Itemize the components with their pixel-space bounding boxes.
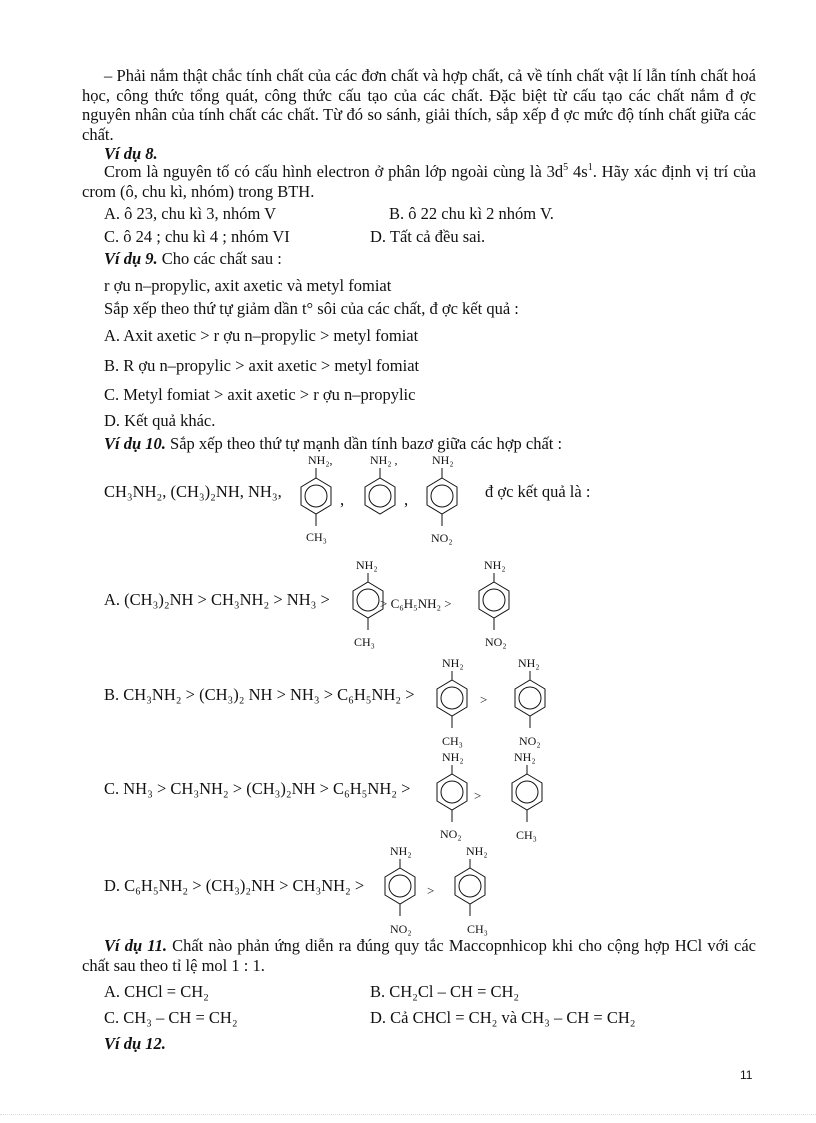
option-c-p-toluidine xyxy=(503,748,553,842)
example-9-heading: Ví dụ 9. Cho các chất sau : xyxy=(104,249,282,268)
example-9-substances: r ợu n–propylic, axit axetic và metyl fomiat xyxy=(104,276,392,295)
example-10-option-d: D. C₆H₅NH₂ > (CH₃)₂NH > CH₃NH₂ > xyxy=(104,876,365,895)
example-9-option-c: C. Metyl fomiat > axit axetic > r ợu n–propylic xyxy=(104,385,416,404)
p-nitroaniline-structure xyxy=(418,454,468,546)
option-d-p-nitroaniline xyxy=(376,842,426,936)
svg-text:NH₂: NH₂ xyxy=(466,844,488,858)
option-b-p-nitroaniline xyxy=(506,654,556,748)
option-b-p-toluidine xyxy=(428,654,478,748)
svg-text:NH₂,: NH₂, xyxy=(308,453,333,467)
example-10-compound-list: CH₃NH₂, (CH₃)₂NH, NH₃, xyxy=(104,482,282,501)
option-d-p-toluidine xyxy=(446,842,496,936)
svg-text:CH₃: CH₃ xyxy=(467,922,488,936)
page-number: 11 xyxy=(740,1068,753,1082)
svg-text:NO₂: NO₂ xyxy=(440,827,462,841)
example-11-option-b: B. CH₂Cl – CH = CH₂ xyxy=(370,982,520,1001)
example-8-question: Crom là nguyên tố có cấu hình electron ở phân lớp ngoài cùng là $3d^5$ $4s^1$. Hãy xác định vị trí của crom (ô, chu kì, nhóm) trong BTH. xyxy=(82,161,756,201)
example-9-question: Sắp xếp theo thứ tự giảm dần t° sôi của các chất, đ ợc kết quả : xyxy=(104,299,519,318)
example-10-result-text: đ ợc kết quả là : xyxy=(485,482,591,501)
svg-text:NO₂: NO₂ xyxy=(485,635,507,649)
svg-text:NO₂: NO₂ xyxy=(431,531,453,545)
svg-text:NH₂: NH₂ xyxy=(442,750,464,764)
example-8-option-c: C. ô 24 ; chu kì 4 ; nhóm VI xyxy=(104,227,290,246)
example-10-separator: , xyxy=(340,490,345,509)
example-9-option-a: A. Axit axetic > r ợu n–propylic > metyl fomiat xyxy=(104,326,419,345)
svg-text:NH₂: NH₂ xyxy=(390,844,412,858)
svg-text:NH₂: NH₂ xyxy=(518,656,540,670)
example-10-option-c: C. NH₃ > CH₃NH₂ > (CH₃)₂NH > C₆H₅NH₂ > xyxy=(104,779,411,798)
option-a-p-toluidine xyxy=(344,556,394,650)
example-10-separator: , xyxy=(404,490,409,509)
svg-text:CH₃: CH₃ xyxy=(306,530,327,544)
aniline-structure xyxy=(356,453,409,524)
example-10-option-a: A. (CH₃)₂NH > CH₃NH₂ > NH₃ > xyxy=(104,590,330,609)
greater-than: > xyxy=(474,788,482,803)
example-8-option-d: D. Tất cả đều sai. xyxy=(370,227,486,246)
example-11-option-d: D. Cả CHCl = CH₂ và CH₃ – CH = CH₂ xyxy=(370,1008,636,1027)
svg-text:CH₃: CH₃ xyxy=(516,828,537,842)
example-8-option-a: A. ô 23, chu kì 3, nhóm V xyxy=(104,204,277,223)
svg-text:NH₂ ,: NH₂ , xyxy=(370,453,398,467)
example-11-option-a: A. CHCl = CH₂ xyxy=(104,982,209,1001)
example-12-title: Ví dụ 12. xyxy=(104,1034,166,1053)
option-c-p-nitroaniline xyxy=(428,748,478,842)
example-9-option-d: D. Kết quả khác. xyxy=(104,411,216,430)
svg-text:NH₂: NH₂ xyxy=(432,453,454,467)
option-a-p-nitroaniline xyxy=(470,556,520,650)
svg-text:NH₂: NH₂ xyxy=(442,656,464,670)
svg-text:NH₂: NH₂ xyxy=(484,558,506,572)
example-10-option-b: B. CH₃NH₂ > (CH₃)₂ NH > NH₃ > C₆H₅NH₂ > xyxy=(104,685,415,704)
example-11-option-c: C. CH₃ – CH = CH₂ xyxy=(104,1008,238,1027)
footer-divider xyxy=(0,1114,816,1115)
intro-paragraph: – Phải nắm thật chắc tính chất của các đơn chất và hợp chất, cả về tính chất vật lí lẫn tính chất hoá học, công thức tổng quát, công thức cấu tạo của các chất. Đặc biệt từ cấu tạo các chất nắm đ ợc nguyên nhân của tính chất các chất. Từ đó so sánh, giải thích, sắp xếp đ ợc mức độ tính chất giữa các chất. xyxy=(82,66,756,144)
svg-text:NH₂: NH₂ xyxy=(356,558,378,572)
svg-text:CH₃: CH₃ xyxy=(442,734,463,748)
example-10-option-a-aniline: > C₆H₅NH₂ > xyxy=(380,596,452,611)
example-10-heading: Ví dụ 10. Sắp xếp theo thứ tự mạnh dần tính bazơ giữa các hợp chất : xyxy=(104,434,563,453)
svg-text:NO₂: NO₂ xyxy=(519,734,541,748)
example-11-question: Ví dụ 11. Chất nào phản ứng diễn ra đúng quy tắc Maccopnhicop khi cho cộng hợp HCl với các chất sau theo tỉ lệ mol 1 : 1. xyxy=(82,936,756,975)
greater-than: > xyxy=(480,692,488,707)
example-8-title: Ví dụ 8. xyxy=(104,144,158,163)
svg-text:NH₂: NH₂ xyxy=(514,750,536,764)
example-8-option-b: B. ô 22 chu kì 2 nhóm V. xyxy=(389,204,554,223)
svg-text:NO₂: NO₂ xyxy=(390,922,412,936)
p-toluidine-structure xyxy=(292,453,345,546)
example-9-option-b: B. R ợu n–propylic > axit axetic > metyl fomiat xyxy=(104,356,420,375)
greater-than: > xyxy=(427,883,435,898)
svg-text:CH₃: CH₃ xyxy=(354,635,375,649)
